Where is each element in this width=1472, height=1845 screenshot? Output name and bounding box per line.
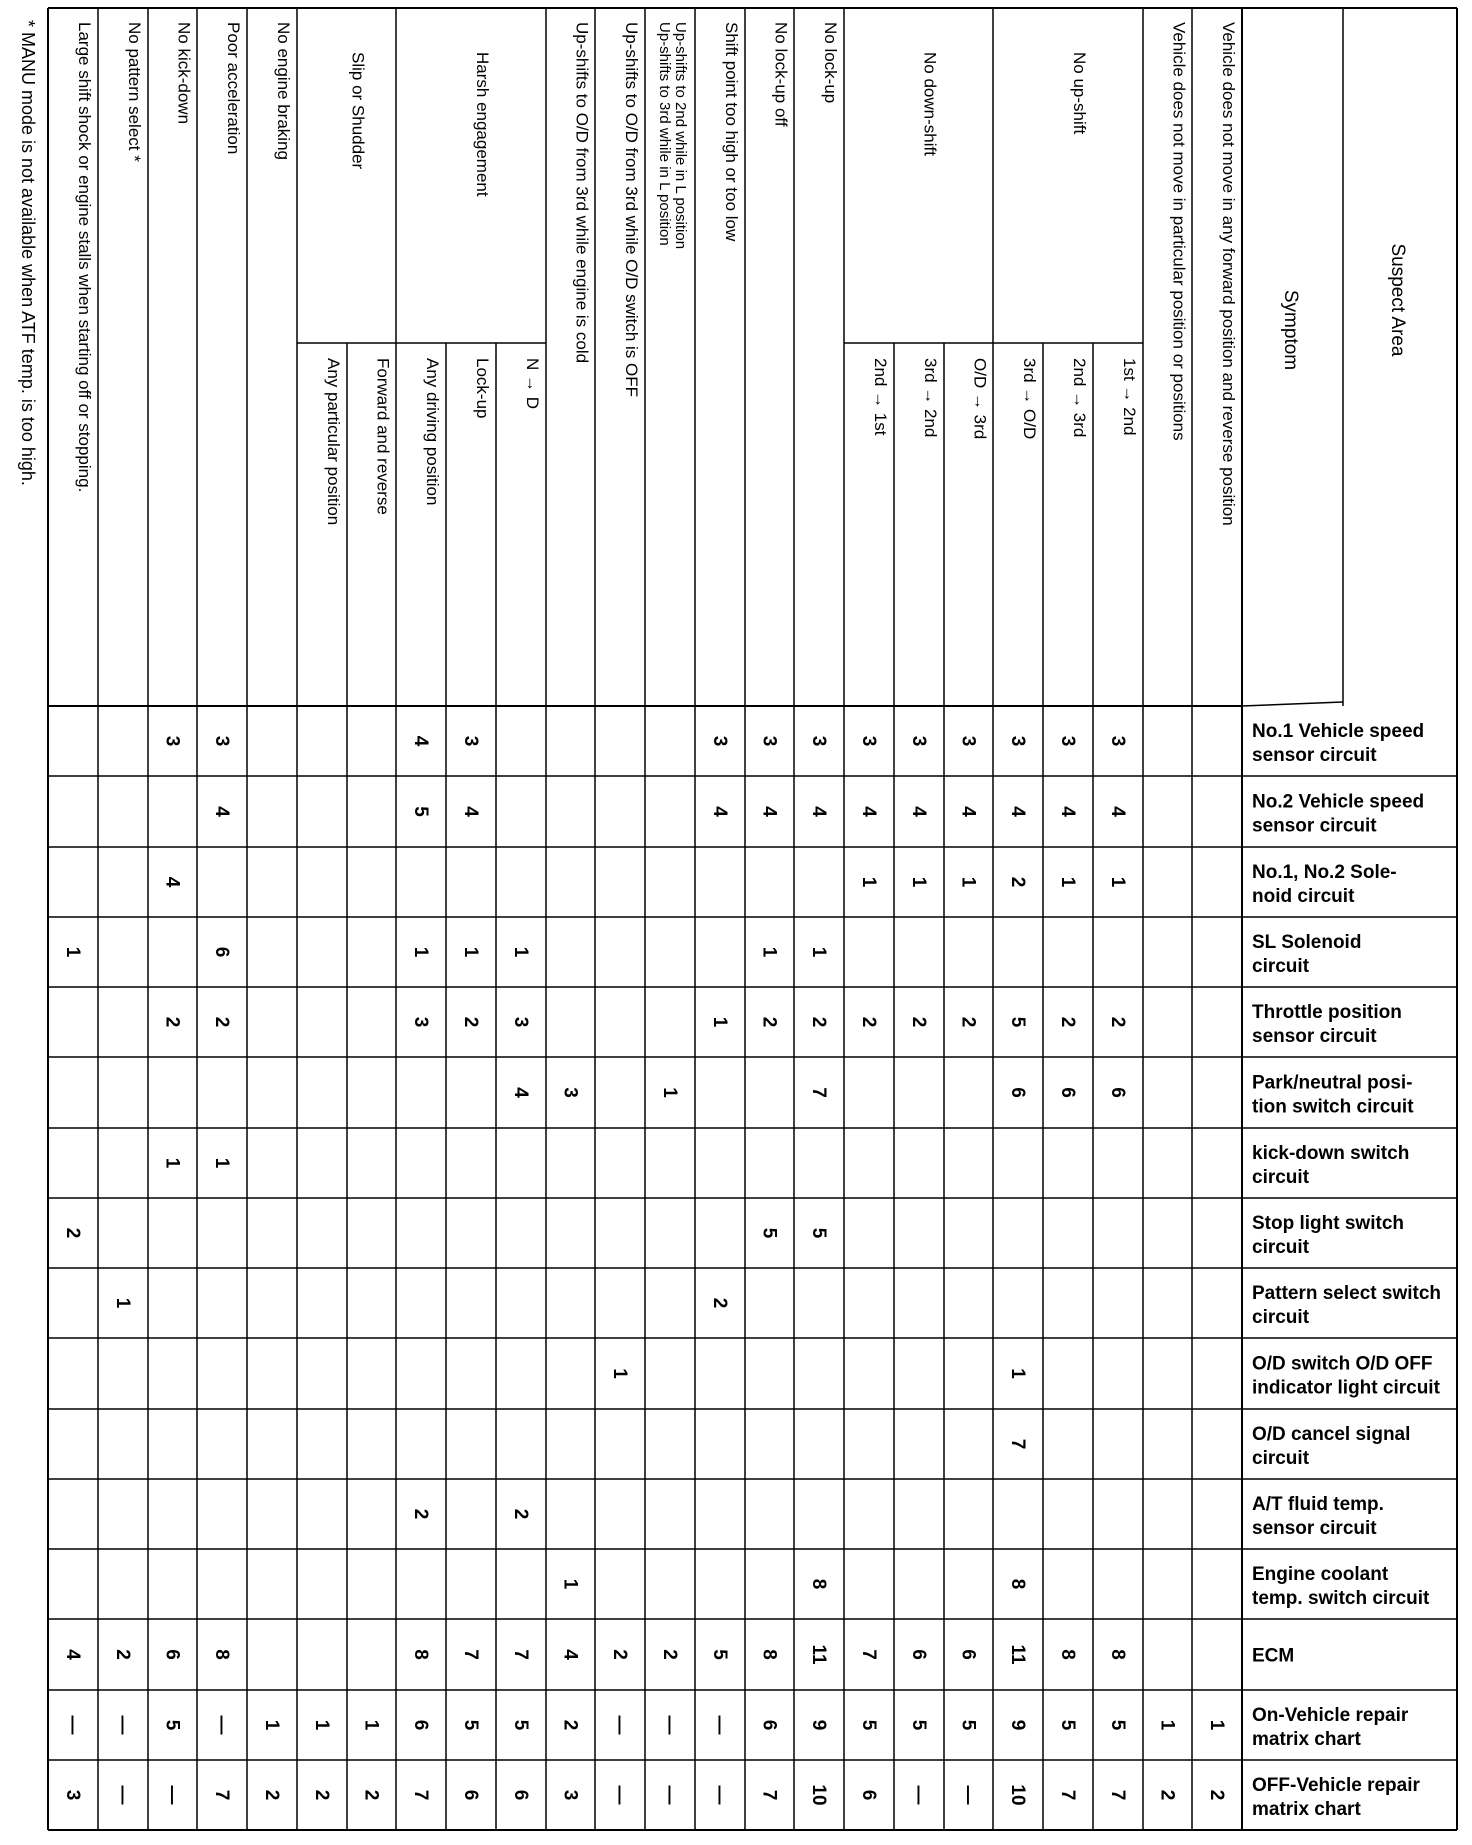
matrix-cell-value: 8 xyxy=(1057,1649,1078,1660)
matrix-cell-value: — xyxy=(659,1785,680,1805)
matrix-cell-value: 5 xyxy=(808,1227,829,1239)
matrix-cell-value: 6 xyxy=(908,1649,929,1660)
matrix-cell-value: 5 xyxy=(858,1719,879,1731)
matrix-cell-value: 4 xyxy=(62,1649,83,1660)
matrix-cell-value: 1 xyxy=(808,946,829,958)
matrix-cell-value: 8 xyxy=(808,1578,829,1590)
symptom-label: Shift point too high or too low xyxy=(722,22,741,242)
matrix-cell-value: 1 xyxy=(510,946,531,958)
symptom-header: Symptom xyxy=(1280,289,1301,371)
matrix-cell-value: 1 xyxy=(460,946,481,958)
matrix-cell-value: 6 xyxy=(211,946,232,958)
matrix-cell-value: 8 xyxy=(211,1649,232,1660)
matrix-cell-value: 2 xyxy=(360,1789,382,1801)
matrix-cell-value: 3 xyxy=(957,735,979,747)
suspect-area-header: Suspect Area xyxy=(1387,243,1408,357)
suspect-area-label: Throttle position xyxy=(1252,1002,1402,1023)
matrix-cell-value: 8 xyxy=(1107,1649,1128,1660)
matrix-cell-value: — xyxy=(609,1715,630,1735)
matrix-cell-value: 3 xyxy=(908,735,929,747)
symptom-label: Up-shifts to O/D from 3rd while engine is cold xyxy=(572,22,592,364)
suspect-area-label: sensor circuit xyxy=(1252,815,1377,837)
matrix-cell-value: 7 xyxy=(1057,1789,1078,1801)
matrix-cell-value: 5 xyxy=(161,1719,183,1731)
matrix-cell-value: 3 xyxy=(211,735,232,747)
matrix-cell-value: 3 xyxy=(1107,735,1128,747)
matrix-cell-value: 5 xyxy=(758,1227,780,1239)
symptom-sub-label: 3rd → 2nd xyxy=(921,358,940,438)
matrix-cell-value: — xyxy=(609,1785,630,1805)
matrix-cell-value: 5 xyxy=(460,1719,481,1731)
suspect-area-label: kick-down switch xyxy=(1252,1143,1410,1164)
matrix-cell-value: 4 xyxy=(211,806,232,817)
matrix-cell-value: 6 xyxy=(1057,1087,1078,1098)
matrix-cell-value: 2 xyxy=(659,1649,680,1660)
matrix-cell-value: 1 xyxy=(1107,876,1128,888)
matrix-cell-value: 2 xyxy=(161,1016,183,1028)
matrix-cell-value: 6 xyxy=(410,1719,431,1731)
matrix-cell-value: 3 xyxy=(758,735,780,747)
matrix-cell-value: 2 xyxy=(261,1789,282,1801)
matrix-cell-value: 2 xyxy=(460,1016,481,1028)
matrix-cell-value: 2 xyxy=(62,1227,83,1239)
matrix-cell-value: 5 xyxy=(1107,1719,1128,1731)
suspect-area-label: sensor circuit xyxy=(1252,1518,1377,1539)
matrix-cell-value: 7 xyxy=(460,1649,481,1660)
matrix-cell-value: — xyxy=(62,1715,83,1735)
symptom-sub-label: Forward and reverse xyxy=(373,358,393,515)
suspect-area-label: matrix chart xyxy=(1252,1729,1361,1750)
matrix-cell-value: 3 xyxy=(559,1789,581,1801)
matrix-cell-value: 4 xyxy=(908,806,929,817)
matrix-cell-value: 2 xyxy=(858,1016,879,1028)
suspect-area-label: noid circuit xyxy=(1252,886,1355,907)
matrix-cell-value: 1 xyxy=(908,876,929,888)
symptom-label: Up-shifts to 3rd while in L position xyxy=(656,22,673,246)
matrix-cell-value: 1 xyxy=(1206,1719,1227,1731)
matrix-cell-value: 3 xyxy=(559,1087,581,1098)
matrix-cell-value: 2 xyxy=(709,1297,730,1309)
matrix-cell-value: 1 xyxy=(62,946,83,958)
matrix-cell-value: 4 xyxy=(709,806,730,817)
matrix-cell-value: 2 xyxy=(1206,1789,1227,1801)
matrix-cell-value: 1 xyxy=(261,1719,282,1731)
matrix-cell-value: 9 xyxy=(1007,1719,1028,1731)
matrix-cell-value: 4 xyxy=(510,1087,531,1098)
matrix-cell-value: 3 xyxy=(510,1016,531,1028)
suspect-area-label: circuit xyxy=(1252,1237,1310,1258)
suspect-area-label: No.1, No.2 Sole- xyxy=(1252,862,1397,883)
symptom-sub-label: Any particular position xyxy=(324,358,343,526)
suspect-area-label: circuit xyxy=(1252,1167,1310,1188)
symptom-group-label: Harsh engagement xyxy=(473,52,492,197)
symptom-label: No engine braking xyxy=(274,22,293,160)
matrix-cell-value: 6 xyxy=(510,1789,531,1801)
matrix-cell-value: 1 xyxy=(559,1578,581,1590)
symptom-sub-label: 1st → 2nd xyxy=(1120,358,1139,436)
matrix-cell-value: 6 xyxy=(161,1649,183,1660)
matrix-cell-value: 7 xyxy=(858,1649,879,1660)
suspect-area-label: circuit xyxy=(1252,1448,1310,1469)
matrix-cell-value: — xyxy=(112,1785,133,1805)
suspect-area-label: Pattern select switch xyxy=(1252,1283,1442,1304)
matrix-cell-value: 2 xyxy=(1007,876,1028,888)
matrix-cell-value: 11 xyxy=(1007,1644,1028,1665)
symptom-sub-label: Lock-up xyxy=(473,358,492,419)
matrix-cell-value: 1 xyxy=(112,1297,133,1309)
matrix-cell-value: 1 xyxy=(758,946,780,958)
matrix-cell-value: 4 xyxy=(559,1649,581,1660)
matrix-cell-value: 7 xyxy=(1107,1789,1128,1801)
matrix-cell-value: 3 xyxy=(858,735,879,747)
symptom-label: Poor acceleration xyxy=(224,22,243,155)
matrix-cell-value: 5 xyxy=(410,806,431,817)
matrix-cell-value: 2 xyxy=(510,1508,531,1520)
matrix-cell-value: 2 xyxy=(112,1649,133,1660)
matrix-cell-value: 7 xyxy=(211,1789,232,1801)
matrix-cell-value: 2 xyxy=(609,1649,630,1660)
matrix-cell-value: 5 xyxy=(510,1719,531,1731)
suspect-area-label: OFF-Vehicle repair xyxy=(1252,1775,1420,1796)
matrix-cell-value: 1 xyxy=(659,1087,680,1098)
matrix-cell-value: — xyxy=(908,1785,929,1805)
matrix-cell-value: 5 xyxy=(1057,1719,1078,1731)
matrix-cell-value: 4 xyxy=(161,876,183,888)
matrix-cell-value: 3 xyxy=(460,735,481,747)
matrix-cell-value: — xyxy=(659,1715,680,1735)
matrix-cell-value: 4 xyxy=(808,806,829,817)
symptom-label: Up-shifts to 2nd while in L position xyxy=(672,22,689,250)
matrix-cell-value: 7 xyxy=(1007,1438,1028,1450)
symptom-sub-label: Any driving position xyxy=(423,358,442,506)
matrix-cell-value: 2 xyxy=(1107,1016,1128,1028)
symptom-label: Up-shifts to O/D from 3rd while O/D switch is OFF xyxy=(622,22,641,398)
matrix-cell-value: 9 xyxy=(808,1719,829,1731)
matrix-cell-value: 1 xyxy=(709,1016,730,1028)
suspect-area-label: No.1 Vehicle speed xyxy=(1252,721,1425,742)
matrix-cell-value: 1 xyxy=(1057,876,1078,888)
matrix-cell-value: 1 xyxy=(957,876,979,888)
suspect-area-label: SL Solenoid xyxy=(1252,932,1362,953)
matrix-cell-value: 6 xyxy=(758,1719,780,1731)
matrix-cell-value: 2 xyxy=(808,1016,829,1028)
symptom-label: No kick-down xyxy=(174,22,194,125)
matrix-cell-value: — xyxy=(709,1785,730,1805)
symptom-group-label: No down-shift xyxy=(920,52,940,156)
suspect-area-label: No.2 Vehicle speed xyxy=(1252,791,1425,813)
matrix-cell-value: 8 xyxy=(758,1649,780,1660)
matrix-cell-value: 2 xyxy=(559,1719,581,1731)
matrix-cell-value: 10 xyxy=(808,1784,829,1806)
suspect-area-label: circuit xyxy=(1252,1307,1310,1328)
matrix-cell-value: 3 xyxy=(709,735,730,747)
matrix-cell-value: 3 xyxy=(62,1789,83,1801)
matrix-cell-value: 4 xyxy=(1007,806,1028,817)
matrix-cell-value: — xyxy=(112,1715,133,1735)
symptom-sub-label: N → D xyxy=(523,358,542,409)
symptom-sub-label: 2nd → 3rd xyxy=(1070,358,1089,438)
matrix-cell-value: 1 xyxy=(311,1719,332,1731)
matrix-cell-value: 3 xyxy=(808,735,829,747)
matrix-cell-value: 4 xyxy=(1107,806,1128,817)
matrix-cell-value: 6 xyxy=(460,1789,481,1801)
matrix-cell-value: 1 xyxy=(858,876,879,888)
matrix-cell-value: 1 xyxy=(360,1719,382,1731)
matrix-cell-value: 4 xyxy=(410,735,431,747)
matrix-cell-value: 11 xyxy=(808,1644,829,1665)
matrix-cell-value: 7 xyxy=(510,1649,531,1660)
matrix-cell-value: — xyxy=(709,1715,730,1735)
matrix-cell-value: 3 xyxy=(410,1016,431,1028)
suspect-area-label: circuit xyxy=(1252,956,1310,977)
matrix-cell-value: 10 xyxy=(1007,1784,1028,1806)
suspect-area-label: On-Vehicle repair xyxy=(1252,1705,1409,1726)
suspect-area-label: matrix chart xyxy=(1252,1799,1361,1820)
suspect-area-label: indicator light circuit xyxy=(1252,1377,1440,1399)
matrix-cell-value: 5 xyxy=(908,1719,929,1731)
matrix-cell-value: 1 xyxy=(161,1157,183,1169)
symptom-label: Vehicle does not move in any forward position and reverse position xyxy=(1219,22,1238,526)
matrix-cell-value: 2 xyxy=(908,1016,929,1028)
matrix-cell-value: 7 xyxy=(808,1087,829,1098)
matrix-cell-value: — xyxy=(211,1715,232,1735)
symptom-group-label: No up-shift xyxy=(1070,52,1089,135)
matrix-cell-value: 1 xyxy=(1007,1368,1028,1379)
suspect-area-label: Stop light switch xyxy=(1252,1213,1404,1234)
matrix-cell-value: 4 xyxy=(858,806,879,817)
symptom-label: No pattern select * xyxy=(125,22,144,162)
table-grid-lines xyxy=(48,8,1457,1830)
matrix-cell-value: 4 xyxy=(460,806,481,817)
suspect-area-label: O/D cancel signal xyxy=(1252,1424,1411,1445)
matrix-cell-value: 6 xyxy=(1107,1087,1128,1098)
matrix-cell-value: 2 xyxy=(211,1016,232,1028)
matrix-cell-value: 6 xyxy=(1007,1087,1028,1098)
symptom-sub-label: O/D → 3rd xyxy=(970,358,990,440)
matrix-cell-value: 3 xyxy=(1007,735,1028,747)
matrix-cell-value: 1 xyxy=(609,1368,630,1379)
table-text xyxy=(18,20,1441,1820)
matrix-cell-value: 1 xyxy=(410,946,431,958)
suspect-area-label: sensor circuit xyxy=(1252,745,1377,766)
corner-diagonal xyxy=(1242,702,1343,706)
matrix-cell-value: 3 xyxy=(161,735,183,747)
matrix-cell-value: 3 xyxy=(1057,735,1078,747)
matrix-cell-value: 5 xyxy=(957,1719,979,1731)
matrix-cell-value: — xyxy=(957,1785,979,1805)
matrix-cell-value: 7 xyxy=(410,1789,431,1801)
matrix-cell-value: 1 xyxy=(1156,1719,1178,1731)
suspect-area-label: tion switch circuit xyxy=(1252,1096,1414,1118)
matrix-cell-value: 2 xyxy=(758,1016,780,1028)
matrix-cell-value: 5 xyxy=(709,1649,730,1660)
symptom-sub-label: 3rd → O/D xyxy=(1020,358,1039,440)
symptom-label: Vehicle does not move in particular position or positions xyxy=(1169,22,1189,441)
symptom-label: Large shift shock or engine stalls when starting off or stopping. xyxy=(75,22,94,493)
matrix-cell-value: 2 xyxy=(311,1789,332,1801)
matrix-cell-value: 2 xyxy=(410,1508,431,1520)
suspect-area-label: sensor circuit xyxy=(1252,1026,1377,1047)
symptom-group-label: Slip or Shudder xyxy=(348,52,368,170)
symptom-label: No lock-up off xyxy=(771,22,791,127)
suspect-area-label: O/D switch O/D OFF xyxy=(1252,1353,1433,1375)
matrix-cell-value: 1 xyxy=(211,1157,232,1169)
footnote: * MANU mode is not available when ATF temp. is too high. xyxy=(18,20,38,486)
matrix-cell-value: 4 xyxy=(957,806,979,817)
matrix-cell-value: 4 xyxy=(1057,806,1078,817)
matrix-cell-value: 2 xyxy=(1156,1789,1178,1801)
symptom-label: No lock-up xyxy=(821,22,840,104)
matrix-cell-value: 2 xyxy=(1057,1016,1078,1028)
matrix-cell-value: 5 xyxy=(1007,1016,1028,1028)
suspect-area-label: ECM xyxy=(1252,1645,1295,1667)
matrix-cell-value: 6 xyxy=(858,1789,879,1801)
matrix-cell-value: 7 xyxy=(758,1789,780,1801)
matrix-cell-value: 2 xyxy=(957,1016,979,1028)
matrix-cell-value: 4 xyxy=(758,806,780,817)
matrix-cell-value: — xyxy=(161,1785,183,1805)
suspect-area-label: temp. switch circuit xyxy=(1252,1588,1430,1609)
matrix-cell-value: 8 xyxy=(1007,1578,1028,1590)
suspect-area-label: Engine coolant xyxy=(1252,1564,1389,1585)
suspect-area-label: A/T fluid temp. xyxy=(1252,1494,1384,1515)
matrix-cell-value: 6 xyxy=(957,1649,979,1660)
symptom-sub-label: 2nd → 1st xyxy=(871,358,890,436)
matrix-cell-value: 8 xyxy=(410,1649,431,1660)
suspect-area-label: Park/neutral posi- xyxy=(1252,1072,1413,1094)
